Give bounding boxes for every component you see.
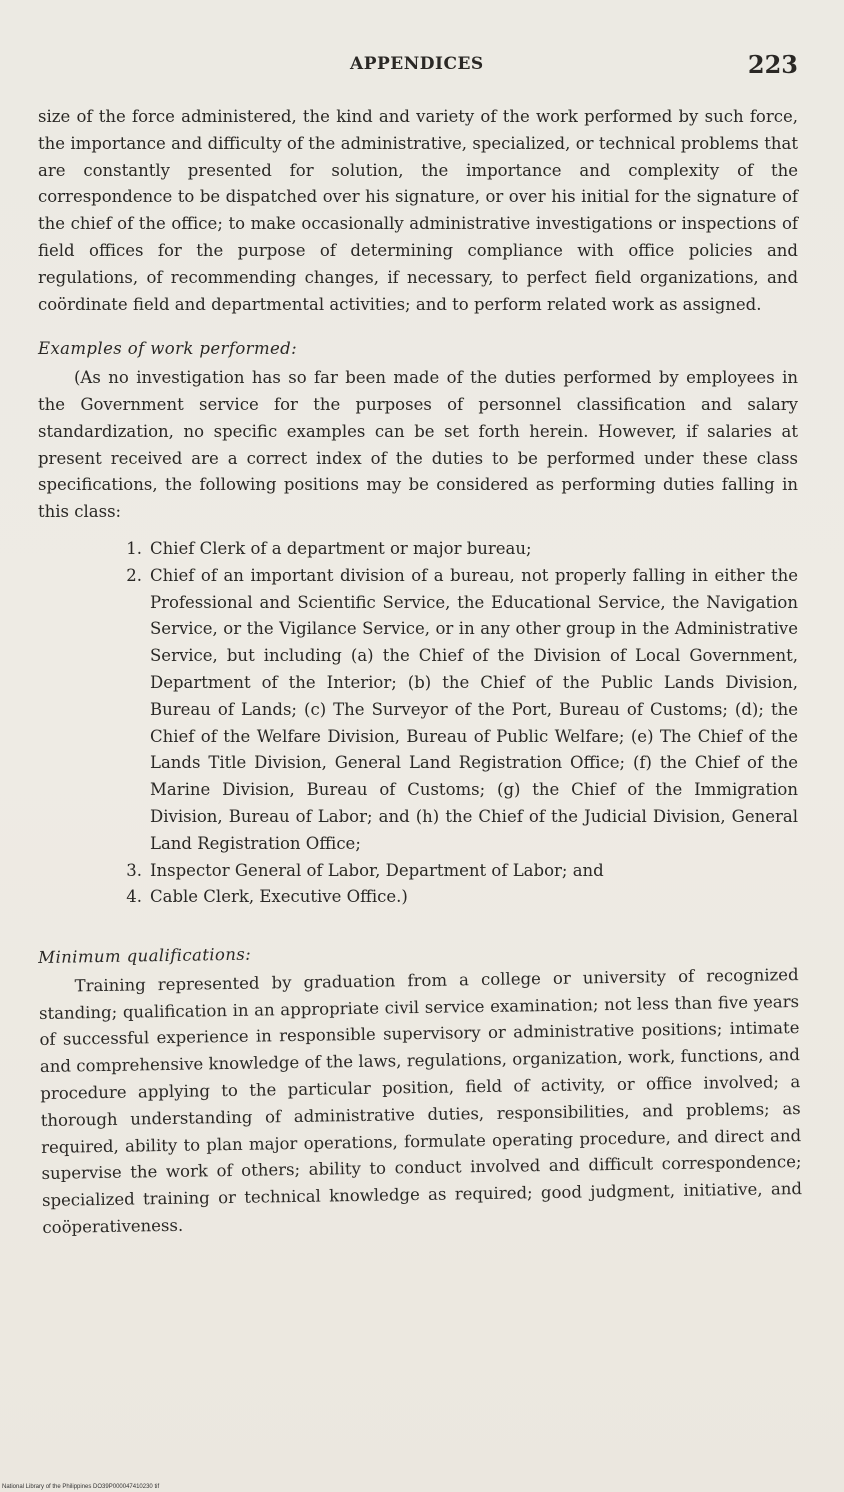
list-item-number: 2. (126, 565, 142, 585)
page-header (0, 50, 844, 90)
list-item-text: Inspector General of Labor, Department of Labor; and (150, 860, 604, 880)
list-item-text: Chief Clerk of a department or major bureau; (150, 538, 532, 558)
list-item-text: Cable Clerk, Executive Office.) (150, 887, 408, 907)
list-item (38, 563, 798, 858)
examples-paragraph: (As no investigation has so far been made of the duties performed by employees in the Government service for the purposes of personnel classification and salary standardization, no specific examples can be set forth herein. However, if salaries at present received are a correct index of the duties to be performed under these class specifications, the following positions may be considered as performing duties falling in this class: (38, 368, 798, 522)
positions-list (38, 536, 798, 911)
list-item-text: Chief of an important division of a bureau, not properly falling in either the Professional and Scientific Service, the Educational Service, the Navigation Service, or the Vigilance Service, or in any other group in the Administrative Service, but including (a) the Chief of the Division of Local Government, Department of the Interior; (b) the Chief of the Public Lands Division, Bureau of Lands; (c) The Surveyor of the Port, Bureau of Customs; (d); the Chief of the Welfare Division, Bureau of Public Welfare; (e) The Chief of the Lands Title Division, General Land Registration Office; (f) the Chief of the Marine Division, Bureau of Customs; (g) the Chief of the Immigration Division, Bureau of Labor; and (h) the Chief of the Judicial Division, General Land Registration Office; (150, 565, 798, 853)
intro-paragraph: size of the force administered, the kind and variety of the work performed by such force, the importance and difficulty of the administrative, specialized, or technical problems that are constantly presented for solution, the importance and complexity of the correspondence to be dispatched over his signature, or over his initial for the signature of the chief of the office; to make occasionally administrative investigations or inspections of field offices for the purpose of determining compliance with office policies and regulations, of recommending changes, if necessary, to perfect field organizations, and coördinate field and departmental activities; and to perform related work as assigned. (38, 107, 798, 314)
scan-footer: National Library of the Philippines DO39P000047410230 tif (2, 1484, 160, 1490)
examples-heading: Examples of work performed: (38, 339, 298, 359)
list-item-number: 3. (126, 860, 142, 880)
running-head: APPENDICES (350, 54, 484, 74)
list-item (38, 536, 798, 563)
list-item-number: 4. (126, 887, 142, 907)
list-item-number: 1. (126, 538, 142, 558)
page-number: 223 (747, 50, 798, 79)
minimum-paragraph: Training represented by graduation from a college or university of recognized standing; qualification in an appropriate civil service examination; not less than five years of successful experience in responsible supervisory or administrative positions; intimate and comprehensive knowledge of the laws, regulations, organization, work, functions, and procedure applying to the particular position, field of activity, or office involved; a thorough understanding of administrative duties, responsibilities, and problems; as required, ability to plan major operations, formulate operating procedure, and direct and supervise the work of others; ability to conduct involved and difficult correspondence; specialized training or technical knowledge as required; good judgment, initiative, and coöperativeness. (38, 964, 803, 1238)
minimum-qualifications-section (38, 933, 803, 1242)
body-text (38, 104, 803, 1242)
list-item (38, 884, 798, 911)
minimum-heading: Minimum qualifications: (38, 944, 252, 968)
list-item (38, 858, 798, 885)
